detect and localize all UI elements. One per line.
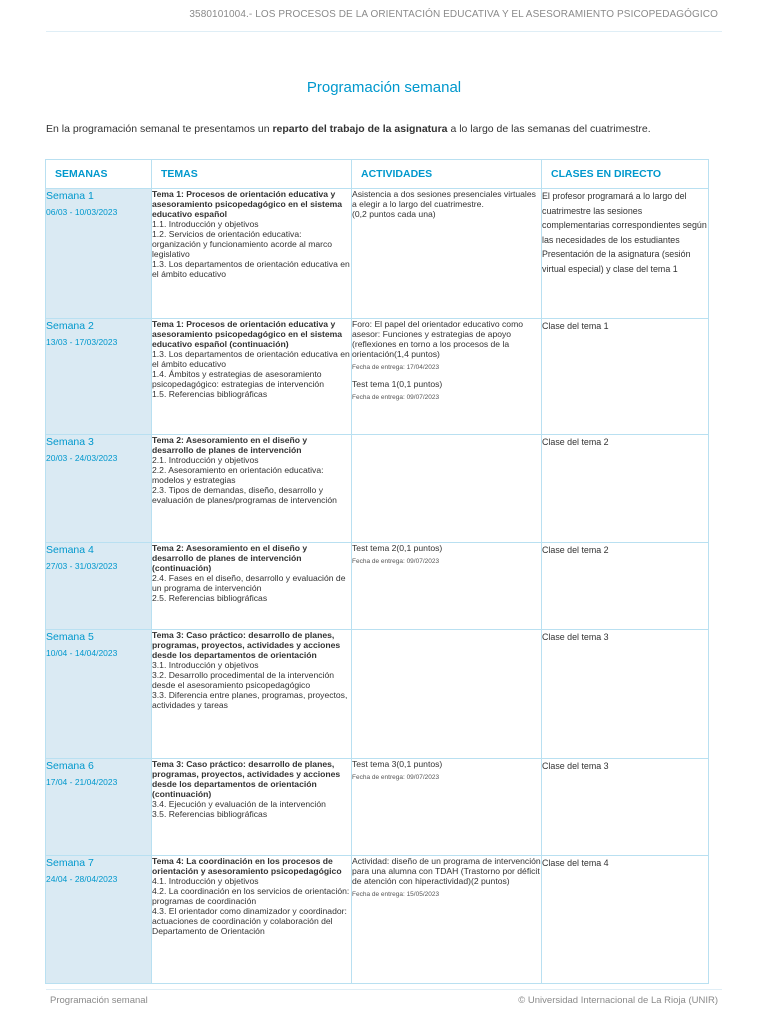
activity-item: [352, 379, 541, 403]
activity-item: [352, 319, 541, 373]
week-dates: 06/03 - 10/03/2023: [46, 207, 118, 217]
course-header: 3580101004.- LOS PROCESOS DE LA ORIENTACIÓN EDUCATIVA Y EL ASESORAMIENTO PSICOPEDAGÓGICO: [189, 9, 718, 20]
table-row: [46, 630, 709, 759]
table-row: [46, 319, 709, 435]
live-class-cell: Clase del tema 2: [542, 543, 709, 630]
activity-text: Foro: El papel del orientador educativo como asesor: Funciones y estrategias de apoyo (reflexiones en torno a los procesos de la orientación(1,4 puntos): [352, 319, 524, 359]
activity-text: Test tema 3(0,1 puntos): [352, 759, 443, 769]
live-class-cell: Clase del tema 3: [542, 630, 709, 759]
live-class-cell: El profesor programará a lo largo del cuatrimestre las sesiones complementarias correspondientes según las necesidades de los estudiantes Presentación de la asignatura (sesión virtual especial) y clase del tema 1: [542, 189, 709, 319]
week-name: Semana 3: [46, 436, 94, 448]
activity-due-date: Fecha de entrega: 15/05/2023: [352, 891, 440, 898]
activity-text: Asistencia a dos sesiones presenciales virtuales a elegir a lo largo del cuatrimestre. (0,2 puntos cada una): [352, 189, 536, 219]
week-cell: [46, 856, 152, 984]
live-class-cell: Clase del tema 2: [542, 435, 709, 543]
week-cell: [46, 543, 152, 630]
topic-item: 3.1. Introducción y objetivos: [152, 660, 259, 670]
table-row: [46, 759, 709, 856]
topic-title: Tema 1: Procesos de orientación educativa y asesoramiento psicopedagógico en el sistema educativo español (continuación): [152, 319, 343, 349]
topic-item: 1.4. Ámbitos y estrategias de asesoramiento psicopedagógico: estrategias de intervención: [152, 369, 324, 389]
activity-text: Test tema 2(0,1 puntos): [352, 543, 443, 553]
activities-cell: [352, 759, 542, 856]
intro-text-after: a lo largo de las semanas del cuatrimestre.: [447, 123, 651, 135]
topic-item: 4.2. La coordinación en los servicios de orientación: programas de coordinación: [152, 886, 350, 906]
table-row: [46, 435, 709, 543]
week-dates: 24/04 - 28/04/2023: [46, 874, 118, 884]
week-name: Semana 6: [46, 760, 94, 772]
topic-title: Tema 3: Caso práctico: desarrollo de planes, programas, proyectos, actividades y acciones desde los departamentos de orientación: [152, 630, 341, 660]
topic-item: 2.2. Asesoramiento en orientación educativa: modelos y estrategias: [152, 465, 324, 485]
header-topics: TEMAS: [152, 160, 352, 189]
activities-cell: [352, 435, 542, 543]
topic-title: Tema 1: Procesos de orientación educativa y asesoramiento psicopedagógico en el sistema educativo español: [152, 189, 343, 219]
intro-text-before: En la programación semanal te presentamos un: [46, 123, 273, 135]
topics-cell: [152, 435, 352, 543]
live-class-cell: Clase del tema 4: [542, 856, 709, 984]
topic-item: 1.2. Servicios de orientación educativa: organización y funcionamiento acorde al marco legislativo: [152, 229, 333, 259]
topic-item: 2.4. Fases en el diseño, desarrollo y evaluación de un programa de intervención: [152, 573, 346, 593]
activity-item: [352, 759, 541, 783]
week-name: Semana 5: [46, 631, 94, 643]
topic-title: Tema 3: Caso práctico: desarrollo de planes, programas, proyectos, actividades y acciones desde los departamentos de orientación (continuación): [152, 759, 341, 799]
topic-item: 1.1. Introducción y objetivos: [152, 219, 259, 229]
footer-divider: [46, 989, 722, 990]
weekly-schedule-table: [45, 159, 709, 984]
activity-item: [352, 189, 541, 219]
topics-cell: [152, 856, 352, 984]
activities-cell: [352, 630, 542, 759]
week-name: Semana 4: [46, 544, 94, 556]
table-header-row: [46, 160, 709, 189]
activity-due-date: Fecha de entrega: 17/04/2023: [352, 364, 440, 371]
topics-cell: [152, 189, 352, 319]
topic-title: Tema 2: Asesoramiento en el diseño y desarrollo de planes de intervención (continuación): [152, 543, 308, 573]
week-cell: [46, 435, 152, 543]
activity-text: Test tema 1(0,1 puntos): [352, 379, 443, 389]
activity-due-date: Fecha de entrega: 09/07/2023: [352, 394, 440, 401]
week-cell: [46, 189, 152, 319]
topics-cell: [152, 319, 352, 435]
week-name: Semana 1: [46, 190, 94, 202]
week-dates: 27/03 - 31/03/2023: [46, 561, 118, 571]
topic-item: 4.1. Introducción y objetivos: [152, 876, 259, 886]
table-row: [46, 856, 709, 984]
topic-item: 2.1. Introducción y objetivos: [152, 455, 259, 465]
topic-item: 3.3. Diferencia entre planes, programas, proyectos, actividades y tareas: [152, 690, 348, 710]
topic-title: Tema 2: Asesoramiento en el diseño y desarrollo de planes de intervención: [152, 435, 308, 455]
week-dates: 20/03 - 24/03/2023: [46, 453, 118, 463]
topic-item: 3.4. Ejecución y evaluación de la intervención: [152, 799, 326, 809]
activity-item: [352, 856, 541, 900]
week-cell: [46, 759, 152, 856]
week-name: Semana 2: [46, 320, 94, 332]
topic-item: 2.5. Referencias bibliográficas: [152, 593, 268, 603]
table-row: [46, 543, 709, 630]
topic-item: 3.5. Referencias bibliográficas: [152, 809, 268, 819]
topics-cell: [152, 543, 352, 630]
week-dates: 10/04 - 14/04/2023: [46, 648, 118, 658]
live-class-cell: Clase del tema 1: [542, 319, 709, 435]
week-dates: 13/03 - 17/03/2023: [46, 337, 118, 347]
topic-item: 4.3. El orientador como dinamizador y coordinador: actuaciones de coordinación y colaboración del Departamento de Orientación: [152, 906, 347, 936]
topics-cell: [152, 630, 352, 759]
header-divider: [46, 31, 722, 32]
week-cell: [46, 319, 152, 435]
intro-text-bold: reparto del trabajo de la asignatura: [272, 123, 448, 135]
activity-item: [352, 543, 541, 567]
activities-cell: [352, 856, 542, 984]
header-activities: ACTIVIDADES: [352, 160, 542, 189]
activity-due-date: Fecha de entrega: 09/07/2023: [352, 774, 440, 781]
header-live-classes: CLASES EN DIRECTO: [542, 160, 709, 189]
table-row: [46, 189, 709, 319]
page-title: Programación semanal: [306, 79, 462, 96]
activity-due-date: Fecha de entrega: 09/07/2023: [352, 558, 440, 565]
header-weeks: SEMANAS: [46, 160, 152, 189]
activities-cell: [352, 319, 542, 435]
activities-cell: [352, 543, 542, 630]
topic-item: 1.3. Los departamentos de orientación educativa en el ámbito educativo: [152, 349, 350, 369]
topic-item: 1.3. Los departamentos de orientación educativa en el ámbito educativo: [152, 259, 350, 279]
week-name: Semana 7: [46, 857, 94, 869]
topic-title: Tema 4: La coordinación en los procesos de orientación y asesoramiento psicopedagógico: [152, 856, 342, 876]
footer-section-name: Programación semanal: [50, 995, 148, 1006]
topics-cell: [152, 759, 352, 856]
topic-item: 3.2. Desarrollo procedimental de la intervención desde el asesoramiento psicopedagógico: [152, 670, 335, 690]
topic-item: 2.3. Tipos de demandas, diseño, desarrollo y evaluación de planes/programas de intervención: [152, 485, 337, 505]
week-dates: 17/04 - 21/04/2023: [46, 777, 118, 787]
footer-copyright: © Universidad Internacional de La Rioja (UNIR): [518, 995, 718, 1006]
week-cell: [46, 630, 152, 759]
schedule-body: [46, 189, 709, 984]
activities-cell: [352, 189, 542, 319]
live-class-cell: Clase del tema 3: [542, 759, 709, 856]
intro-paragraph: [46, 123, 651, 135]
topic-item: 1.5. Referencias bibliográficas: [152, 389, 268, 399]
activity-text: Actividad: diseño de un programa de intervención para una alumna con TDAH (Trastorno por déficit de atención con hiperactividad)(2 puntos): [352, 856, 541, 886]
